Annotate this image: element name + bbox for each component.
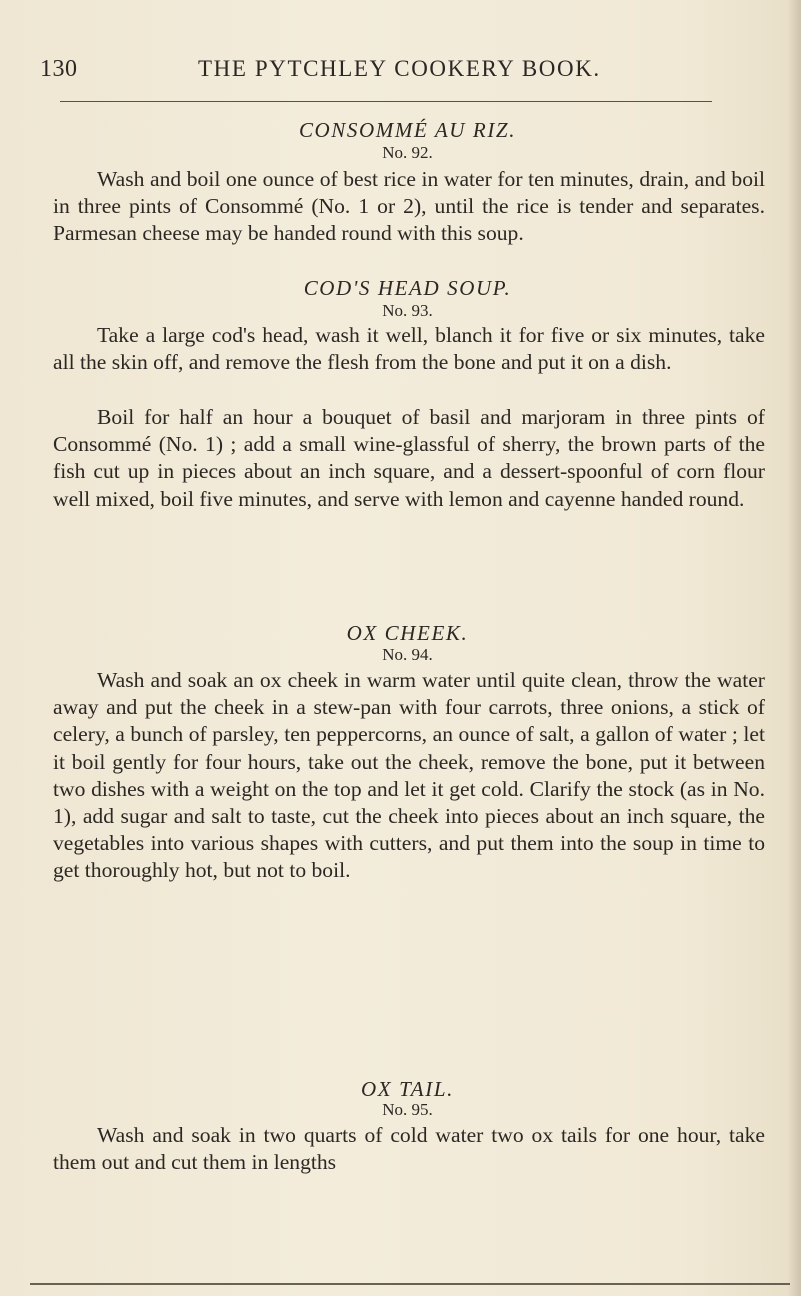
recipe-paragraph: Wash and soak an ox cheek in warm water until quite clean, throw the water away and put the cheek in a stew-pan with four carrots, three onions, a stick of celery, a bunch of parsley, ten peppercorns, an ounce of salt, a gallon of water ; let it boil gently for four hours, take out the cheek, remove the bone, put it between two dishes with a weight on the top and let it get cold. Clarify the stock (as in No. 1), add sugar and salt to taste, cut the cheek into pieces about an inch square, the vegetables into various shapes with cutters, and put them into the soup in time to get thoroughly hot, but not to boil. — [53, 668, 765, 883]
recipe-title: OX CHEEK. — [346, 621, 469, 645]
recipe-title: CONSOMMÉ AU RIZ. — [298, 118, 517, 142]
recipe-title: COD'S HEAD SOUP. — [303, 276, 512, 300]
recipe-number: No. 94. — [382, 645, 433, 664]
page-number: 130 — [40, 56, 78, 82]
recipe-paragraph: Wash and soak in two quarts of cold water two ox tails for one hour, take them out and cut them in lengths — [53, 1123, 765, 1175]
recipe-number: No. 92. — [382, 143, 433, 162]
recipe-number: No. 93. — [382, 301, 433, 320]
recipe-paragraph: Wash and boil one ounce of best rice in water for ten minutes, drain, and boil in three pints of Consommé (No. 1 or 2), until the rice is tender and separates. Parmesan cheese may be handed round with this soup. — [53, 167, 765, 246]
recipe-paragraph: Take a large cod's head, wash it well, blanch it for five or six minutes, take all the skin off, and remove the flesh from the bone and put it on a dish. — [53, 323, 765, 375]
page-edge-line — [30, 1283, 790, 1285]
recipe-paragraph: Boil for half an hour a bouquet of basil and marjoram in three pints of Consommé (No. 1) ; add a small wine-glassful of sherry, the brown parts of the fish cut up in pieces about an inch square, and a dessert-spoonful of corn flour well mixed, boil five minutes, and serve with lemon and cayenne handed round. — [53, 405, 765, 511]
page-header — [40, 56, 760, 96]
running-title: THE PYTCHLEY COOKERY BOOK. — [198, 56, 601, 81]
recipe-title: OX TAIL. — [361, 1077, 454, 1101]
page-edge-shadow — [787, 0, 801, 1296]
header-rule — [60, 101, 712, 102]
recipe-number: No. 95. — [382, 1100, 433, 1119]
